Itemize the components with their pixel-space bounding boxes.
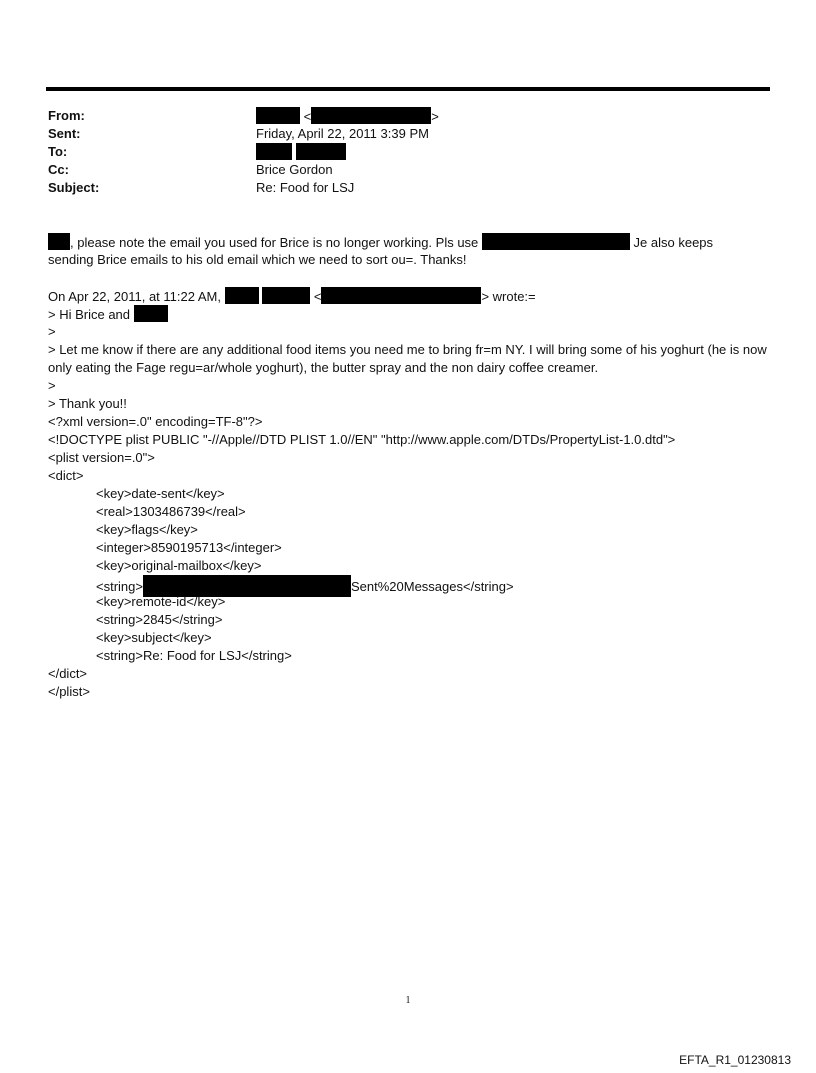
cc-value: Brice Gordon [256, 162, 333, 177]
plist-value-flags: <integer>8590195713</integer> [96, 540, 282, 555]
message-line-1 [48, 233, 776, 252]
to-value [256, 143, 346, 162]
cc-label: Cc: [48, 162, 69, 177]
quote-header-lt: < [313, 289, 322, 304]
redaction-block [134, 305, 168, 322]
subject-label: Subject: [48, 180, 100, 195]
plist-key-date: <key>date-sent</key> [96, 486, 225, 501]
quote-header-text: On Apr 22, 2011, at 11:22 AM, [48, 289, 221, 304]
plist-text: Sent%20Messages</string> [350, 579, 514, 594]
message-text: Je also keeps [633, 235, 714, 250]
quote-header [48, 287, 776, 306]
sent-label: Sent: [48, 126, 81, 141]
plist-dict-open: <dict> [48, 468, 84, 483]
header-rule [46, 87, 770, 91]
quote-thanks-line: > Thank you!! [48, 396, 127, 411]
redaction-block [482, 233, 630, 250]
plist-dict-close: </dict> [48, 666, 88, 681]
from-gt: > [431, 109, 439, 124]
quote-blank-line: > [48, 324, 56, 339]
redaction-block [311, 107, 431, 124]
redaction-block [256, 107, 300, 124]
quote-header-text: > wrote:= [481, 289, 536, 304]
redaction-block [48, 233, 70, 250]
quote-hi-line [48, 305, 776, 324]
redaction-block [256, 143, 292, 160]
message-line-2: sending Brice emails to his old email which we need to sort ou=. Thanks! [48, 252, 467, 267]
sent-value: Friday, April 22, 2011 3:39 PM [256, 126, 429, 141]
quote-body: > Let me know if there are any additional food items you need me to bring fr=m NY. I will bring some of his yoghurt (he is now only eating the Fage regu=ar/whole yoghurt), the butter spray and the non dairy coffee creamer. [48, 342, 767, 375]
message-text: , please note the email you used for Brice is no longer working. Pls use [70, 235, 479, 250]
redaction-block [225, 287, 259, 304]
redaction-block [321, 287, 481, 304]
plist-value-date: <real>1303486739</real> [96, 504, 246, 519]
redaction-block [262, 287, 310, 304]
plist-close: </plist> [48, 684, 90, 699]
page-number: 1 [405, 995, 411, 1006]
plist-key-flags: <key>flags</key> [96, 522, 198, 537]
plist-key-subject: <key>subject</key> [96, 630, 212, 645]
from-lt: < [303, 109, 312, 124]
plist-value-subject: <string>Re: Food for LSJ</string> [96, 648, 292, 663]
from-value [256, 107, 439, 126]
quote-text: > Hi Brice and [48, 307, 131, 322]
redaction-block [296, 143, 346, 160]
quote-blank-line: > [48, 378, 56, 393]
plist-xml-decl: <?xml version=.0" encoding=TF-8"?> [48, 414, 263, 429]
from-label: From: [48, 108, 85, 123]
bates-number: EFTA_R1_01230813 [679, 1053, 791, 1067]
plist-open: <plist version=.0"> [48, 450, 155, 465]
plist-doctype: <!DOCTYPE plist PUBLIC "-//Apple//DTD PLIST 1.0//EN" "http://www.apple.com/DTDs/PropertyList-1.0.dtd"> [48, 432, 676, 447]
plist-value-remote: <string>2845</string> [96, 612, 223, 627]
plist-key-mailbox: <key>original-mailbox</key> [96, 558, 262, 573]
plist-text: <string> [96, 579, 143, 594]
subject-value: Re: Food for LSJ [256, 180, 355, 195]
to-label: To: [48, 144, 68, 159]
plist-key-remote: <key>remote-id</key> [96, 594, 226, 609]
